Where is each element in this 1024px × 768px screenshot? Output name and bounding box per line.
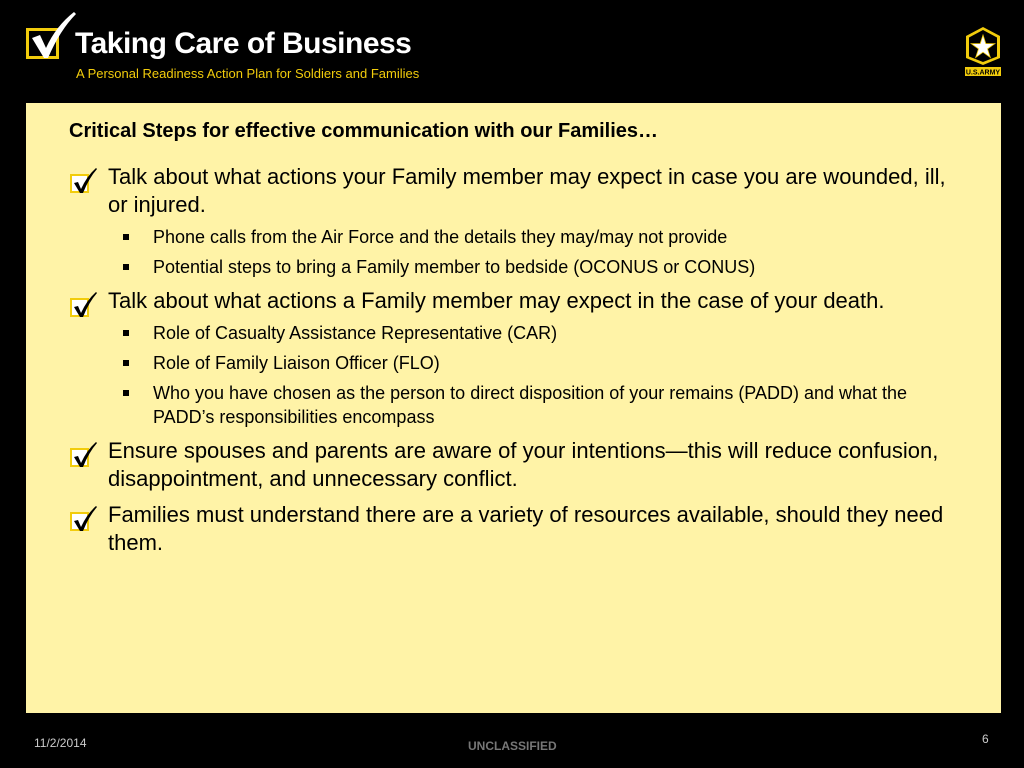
- check-item: [70, 163, 970, 279]
- bullet-icon: [123, 330, 129, 336]
- bullet-icon: [123, 234, 129, 240]
- checklist: [70, 163, 970, 565]
- sub-item: [108, 351, 970, 375]
- content-panel: [26, 103, 1001, 713]
- checkbox-check-icon: [70, 291, 98, 319]
- content-heading: Critical Steps for effective communication with our Families…: [69, 120, 659, 142]
- footer-classification: UNCLASSIFIED: [468, 739, 557, 753]
- sub-item: [108, 321, 970, 345]
- sub-item: [108, 255, 970, 279]
- sub-list: [108, 321, 970, 429]
- check-item: [70, 501, 970, 557]
- sub-item-text: Who you have chosen as the person to direct disposition of your remains (PADD) and what the PADD’s responsibilities encompass: [153, 383, 908, 427]
- sub-item-text: Phone calls from the Air Force and the details they may/may not provide: [153, 227, 728, 247]
- sub-list: [108, 225, 970, 279]
- sub-item-text: Role of Family Liaison Officer (FLO): [153, 353, 440, 373]
- header-title: Taking Care of Business: [75, 27, 412, 60]
- bullet-icon: [123, 264, 129, 270]
- footer-date: 11/2/2014: [34, 736, 87, 750]
- check-item-text: Ensure spouses and parents are aware of your intentions—this will reduce confusion, disappointment, and unnecessary conflict.: [108, 438, 939, 491]
- bullet-icon: [123, 390, 129, 396]
- footer-page-number: 6: [982, 732, 989, 746]
- check-item-text: Talk about what actions your Family member may expect in case you are wounded, ill, or injured.: [108, 164, 946, 217]
- sub-item-text: Potential steps to bring a Family member to bedside (OCONUS or CONUS): [153, 257, 756, 277]
- check-item-text: Families must understand there are a variety of resources available, should they need them.: [108, 502, 944, 555]
- sub-item-text: Role of Casualty Assistance Representative (CAR): [153, 323, 558, 343]
- sub-item: [108, 225, 970, 249]
- army-logo-icon: [962, 25, 1004, 77]
- check-item-text: Talk about what actions a Family member may expect in the case of your death.: [108, 288, 885, 313]
- checkbox-check-icon: [70, 167, 98, 195]
- sub-item: [108, 381, 970, 429]
- checkbox-check-icon: [70, 505, 98, 533]
- checkmark-icon: [24, 8, 80, 64]
- bullet-icon: [123, 360, 129, 366]
- header-subtitle: A Personal Readiness Action Plan for Soldiers and Families: [76, 66, 420, 81]
- checkbox-check-icon: [70, 441, 98, 469]
- check-item: [70, 437, 970, 493]
- army-logo-text: U.S.ARMY: [965, 69, 1001, 77]
- check-item: [70, 287, 970, 429]
